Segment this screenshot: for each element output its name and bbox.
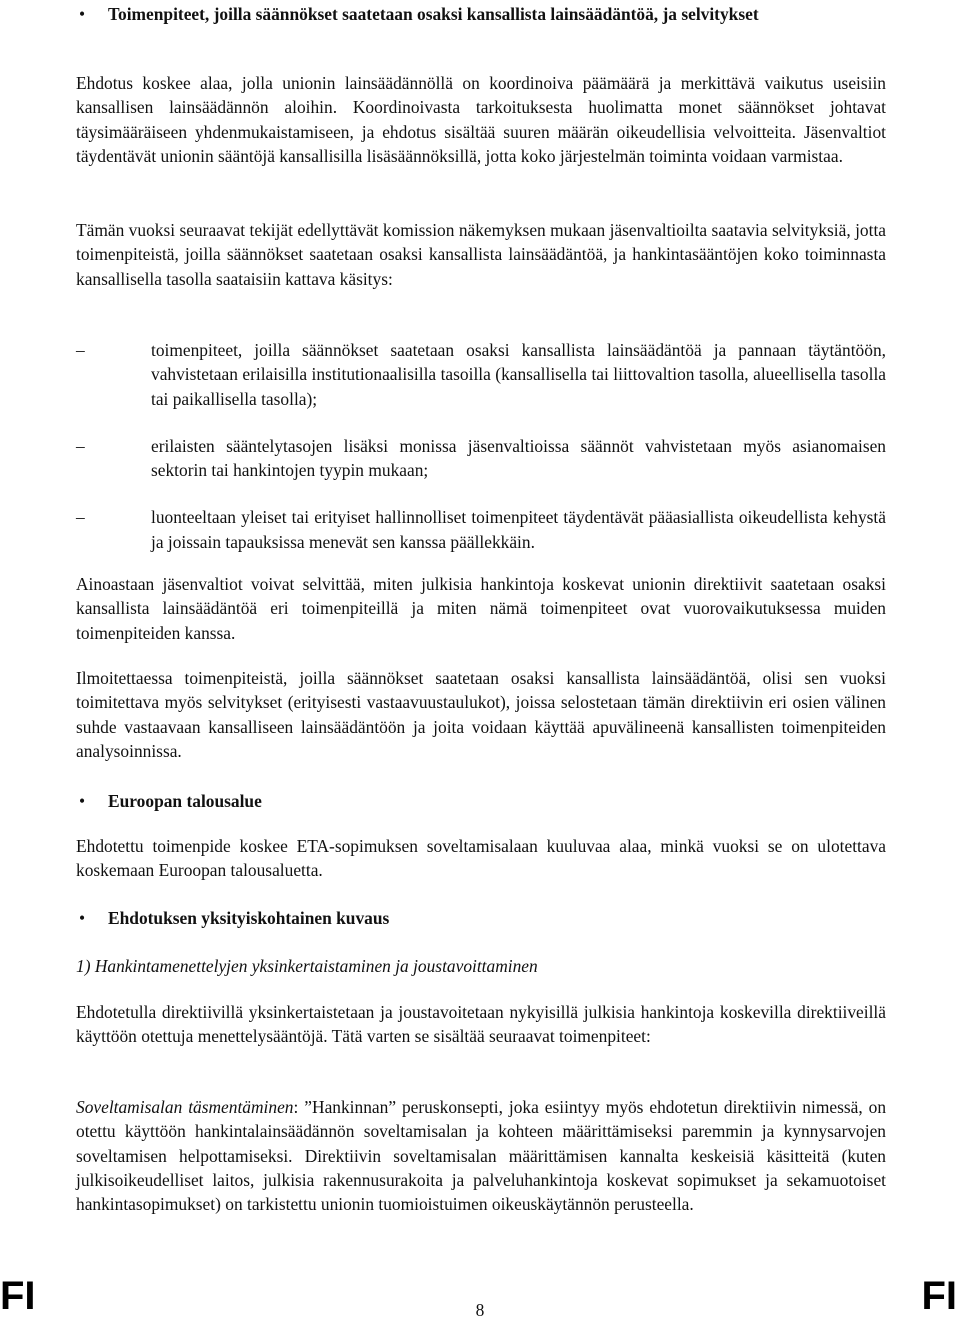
dash-icon: – xyxy=(76,507,85,528)
bullet-icon: • xyxy=(79,791,86,811)
paragraph-explanations-needed: Tämän vuoksi seuraavat tekijät edellyttävät komission näkemyksen mukaan jäsenvaltioilta saatavia selvityksiä, jotta toimenpiteistä, joilla säännökset saatetaan osaksi kansallista lainsäädäntöä, ja hankintasääntöjen koko toiminnasta kansallisella tasolla saataisiin kattava käsitys: xyxy=(76,220,886,289)
page-number: 8 xyxy=(475,1300,485,1320)
dash-icon: – xyxy=(76,340,85,360)
scope-text: : ”Hankinnan” peruskonsepti, joka esiintyy myös ehdotetun direktiivin nimessä, on otettu käyttöön hankintalainsäädännön soveltamisalan ja kohteen määrittämiseksi paremmin ja kynnysarvojen soveltamisen helpottamiseksi. Direktiivin soveltamisalan määrittämisen kannalta keskeisiä käsitteitä (kuten julkisoikeudelliset laitos, julkisia rakennusurakoita ja palveluhankintoja koskevat sopimukset ja sekamuotoiset hankintasopimukset) on tarkistettu unionin tuomioistuimen oikeuskäytännön perusteella. xyxy=(76,1097,887,1215)
paragraph-only-member-states: Ainoastaan jäsenvaltiot voivat selvittää, miten julkisia hankintoja koskevat unionin direktiivit saatetaan osaksi kansallista lainsäädäntöä eri toimenpiteillä ja miten nämä toimenpiteet ovat vuorovaikutuksessa muiden toimenpiteiden kanssa. xyxy=(76,574,886,643)
dash-list-item: – toimenpiteet, joilla säännökset saatetaan osaksi kansallista lainsäädäntöä ja pannaan täytäntöön, vahvistetaan erilaisilla institutionaalisilla tasoilla (kansallisella tai liittovaltion tasolla, alueellisella tasolla tai paikallisella tasolla); xyxy=(76,340,886,409)
paragraph-coordination: Ehdotus koskee alaa, jolla unionin lainsäädännöllä on koordinoiva päämäärä ja merkittävä vaikutus useisiin kansallisen lainsäädännön aloihin. Koordinoivasta tarkoituksesta huolimatta monet säännökset johtavat täysimääräiseen yhdenmukaistamiseen, ja ehdotus sisältää suuren määrän oikeudellisia velvoitteita. Jäsenvaltiot täydentävät unionin sääntöjä kansallisilla lisäsäännöksillä, jotta koko järjestelmän toiminta voidaan varmistaa. xyxy=(76,73,886,166)
paragraph-eea: Ehdotettu toimenpide koskee ETA-sopimuksen soveltamisalaan kuuluvaa alaa, minkä vuoksi se on ulotettava koskemaan Euroopan talousaluetta. xyxy=(76,836,886,881)
scope-lead: Soveltamisalan täsmentäminen xyxy=(76,1097,294,1117)
footer-language-right: FI xyxy=(921,1274,957,1318)
bullet-icon: • xyxy=(79,908,86,928)
paragraph-notification: Ilmoitettaessa toimenpiteistä, joilla säännökset saatetaan osaksi kansallista lainsäädäntöä, olisi sen vuoksi toimitettava myös selvitykset (erityisesti vastaavuustaulukot), joissa selostetaan tämän direktiivin eri osien välinen suhde vastaavaan kansalliseen lainsäädäntöön ja joita voidaan käyttää apuvälineenä kansallisten toimenpiteiden analysoinnissa. xyxy=(76,668,886,761)
section-heading-measures: • Toimenpiteet, joilla säännökset saatetaan osaksi kansallista lainsäädäntöä, ja selvitykset xyxy=(76,2,886,26)
dash-icon: – xyxy=(76,435,85,456)
dash-list-item: – luonteeltaan yleiset tai erityiset hallinnolliset toimenpiteet täydentävät pääasiallista oikeudellista kehystä ja joissain tapauksissa menevät sen kanssa päällekkäin. xyxy=(76,507,886,552)
section-heading-detailed-description: • Ehdotuksen yksityiskohtainen kuvaus xyxy=(76,906,886,930)
bullet-icon: • xyxy=(79,4,86,24)
paragraph-scope xyxy=(76,1095,886,1216)
paragraph-simplification: Ehdotetulla direktiivillä yksinkertaistetaan ja joustavoitetaan nykyisillä julkisia hankintoja koskevilla direktiiveillä käyttöön otettuja menettelysääntöjä. Tätä varten se sisältää seuraavat toimenpiteet: xyxy=(76,1002,886,1047)
dash-list xyxy=(76,338,886,554)
section-heading-eea: • Euroopan talousalue xyxy=(76,789,886,813)
dash-list-item: – erilaisten sääntelytasojen lisäksi monissa jäsenvaltioissa säännöt vahvistetaan myös asianomaisen sektorin tai hankintojen tyypin mukaan; xyxy=(76,435,886,481)
subheading-simplification: 1) Hankintamenettelyjen yksinkertaistaminen ja joustavoittaminen xyxy=(76,956,538,976)
footer-language-left: FI xyxy=(0,1274,36,1318)
